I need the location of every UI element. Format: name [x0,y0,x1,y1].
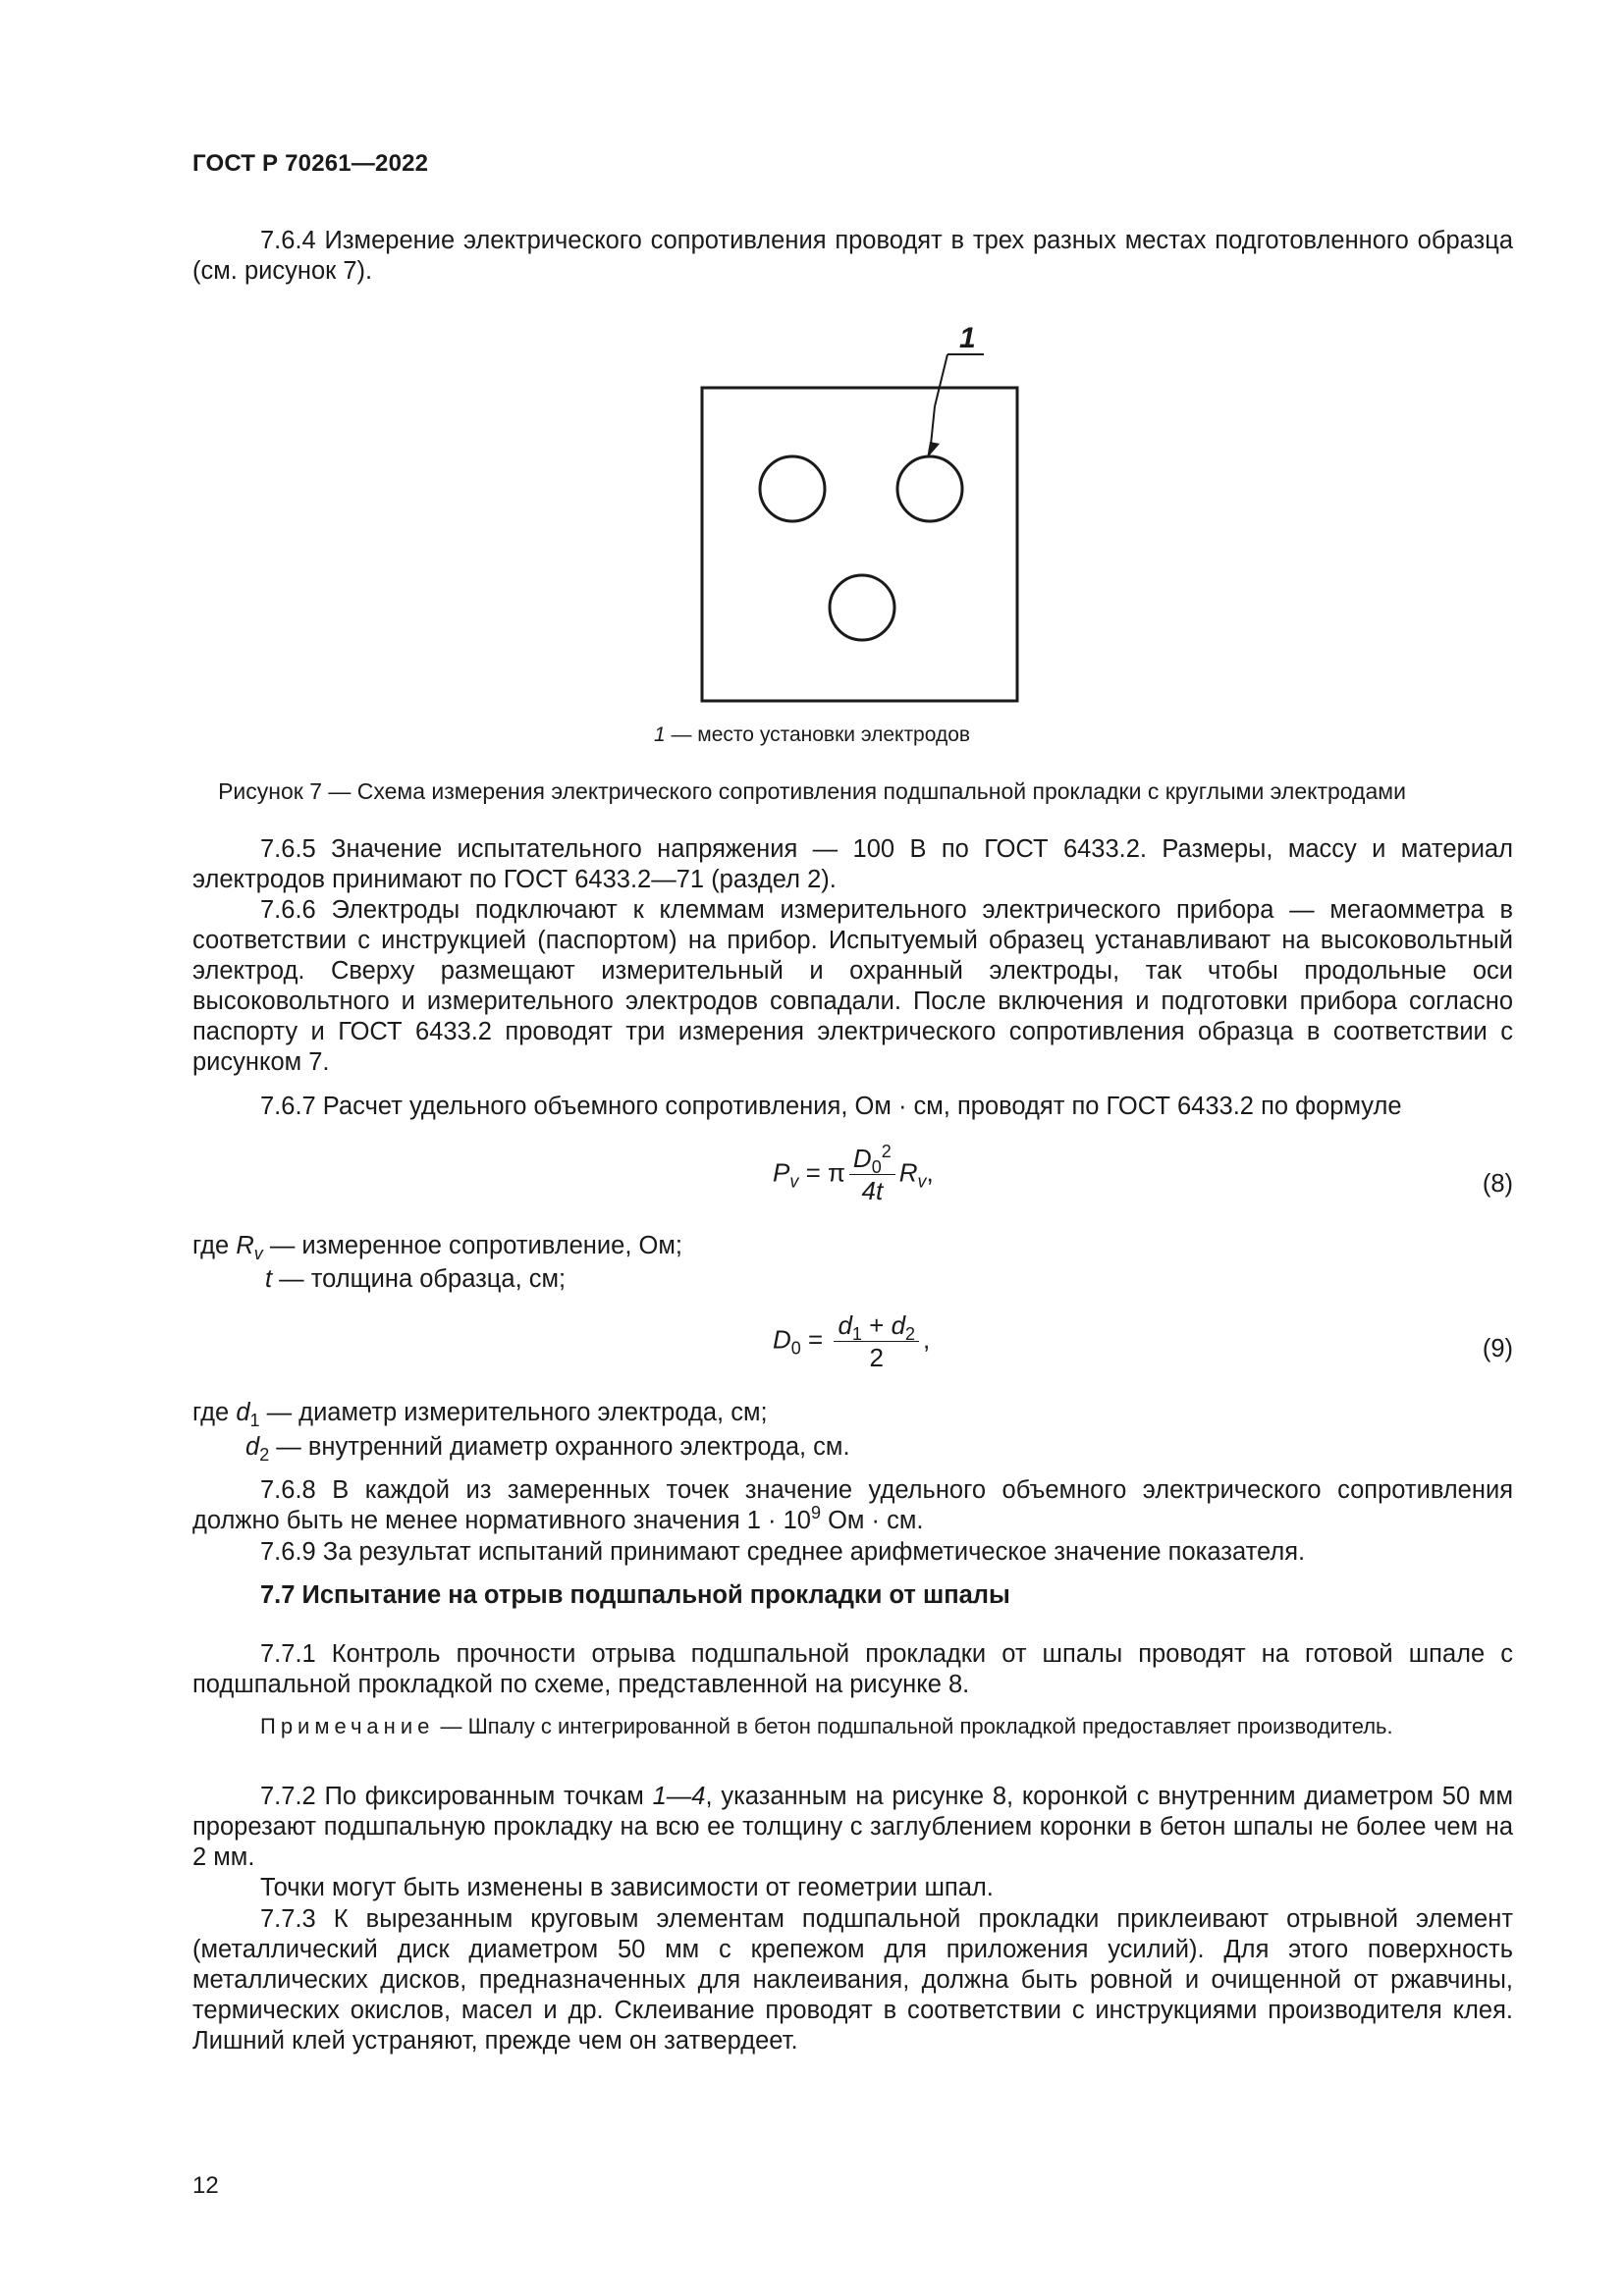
formula-8-fraction: $\frac{D_0^2}{4t}$ [849,1144,895,1205]
equation-number-8: (8) [1482,1170,1513,1198]
definition-rv: где $R_v$ — измеренное сопротивление, Ом; [192,1232,682,1263]
figure-7-caption: Рисунок 7 — Схема измерения электрического сопротивления подшпальной прокладки с круглыми электродами [218,778,1406,804]
definition-d2: $d_2$ — внутренний диаметр охранного электрода, см. [245,1433,850,1465]
note-text: — Шпалу с интегрированной в бетон подшпальной прокладкой предоставляет производитель. [434,1714,1393,1738]
paragraph-7-6-7: 7.6.7 Расчет удельного объемного сопротивления, Ом · см, проводят по ГОСТ 6433.2 по формуле [260,1093,1402,1120]
paragraph-7-6-9: 7.6.9 За результат испытаний принимают среднее арифметическое значение показателя. [260,1538,1306,1566]
callout-number: 1 [959,322,976,354]
paragraph-7-7-3: 7.7.3 К вырезанным круговым элементам подшпальной прокладки приклеивают отрывной элемент (металлический диск диаметром 50 мм с крепежом для приложения усилий). Для этого поверхность металлических дисков, предназначенных для наклеивания, должна быть ровной и очищенной от ржавчины, термических окислов, масел и др. Склеивание проводят в соответствии с инструкциями производителя клея. Лишний клей устраняют, прежде чем он затвердеет. [192,1905,1513,2055]
electrode-circle-bottom [830,575,894,640]
electrode-circle-right [897,456,962,521]
definition-d1: где $d_1$ — диаметр измерительного электрода, см; [192,1399,768,1430]
formula-9-fraction: $\frac{d_1 + d_2}{2}$ [834,1310,919,1372]
note [192,1713,1513,1740]
definition-t: t — толщина образца, см; [265,1265,567,1293]
paragraph-7-7-2: 7.7.2 По фиксированным точкам 1—4, указанным на рисунке 8, коронкой с внутренним диаметром 50 мм прорезают подшпальную прокладку на всю ее толщину с заглублением коронки в бетон шпалы не более чем на 2 мм. [192,1783,1513,1871]
formula-9: $D_0$ = $\frac{d_1 + d_2}{2}$ , [773,1310,931,1372]
legend-text: — место установки электродов [665,723,971,746]
electrode-circle-left [760,456,825,521]
callout-leader-lower [931,406,935,445]
equation-number-9: (9) [1482,1335,1513,1362]
note-label: Примечание [260,1714,435,1738]
page-number: 12 [192,2172,219,2199]
legend-number: 1 [653,723,666,746]
figure-7-legend [0,723,1624,747]
paragraph-7-6-8: 7.6.8 В каждой из замеренных точек значение удельного объемного электрического сопротивления должно быть не менее нормативного значения $1 \cdot 10^9$ Ом · см. [192,1476,1513,1534]
paragraph-7-6-5: 7.6.5 Значение испытательного напряжения — 100 В по ГОСТ 6433.2. Размеры, массу и материал электродов принимают по ГОСТ 6433.2—71 (раздел 2). [192,835,1513,893]
paragraph-7-7-1: 7.7.1 Контроль прочности отрыва подшпальной прокладки от шпалы проводят на готовой шпале с подшпальной прокладкой по схеме, представленной на рисунке 8. [192,1640,1513,1698]
paragraph-7-6-6: 7.6.6 Электроды подключают к клеммам измерительного электрического прибора — мегаомметра в соответствии с инструкцией (паспортом) на прибор. Испытуемый образец устанавливают на высоковольтный электрод. Сверху размещают измерительный и охранный электроды, так чтобы продольные оси высоковольтного и измерительного электродов совпадали. После включения и подготовки прибора согласно паспорту и ГОСТ 6433.2 проводят три измерения электрического сопротивления образца в соответствии с рисунком 7. [192,896,1513,1076]
document-header: ГОСТ Р 70261—2022 [192,150,429,177]
paragraph-7-6-4: 7.6.4 Измерение электрического сопротивления проводят в трех разных местах подготовленного образца (см. рисунок 7). [192,227,1513,285]
formula-8: $P_v = \pi$ $\frac{D_0^2}{4t}$ $R_v$, [773,1142,934,1205]
callout-leader [935,354,947,406]
figure-7-diagram [687,314,1031,707]
specimen-outline [702,388,1017,701]
section-title-7-7: 7.7 Испытание на отрыв подшпальной прокладки от шпалы [260,1581,1010,1609]
paragraph-7-7-2-note: Точки могут быть изменены в зависимости от геометрии шпал. [260,1874,994,1901]
